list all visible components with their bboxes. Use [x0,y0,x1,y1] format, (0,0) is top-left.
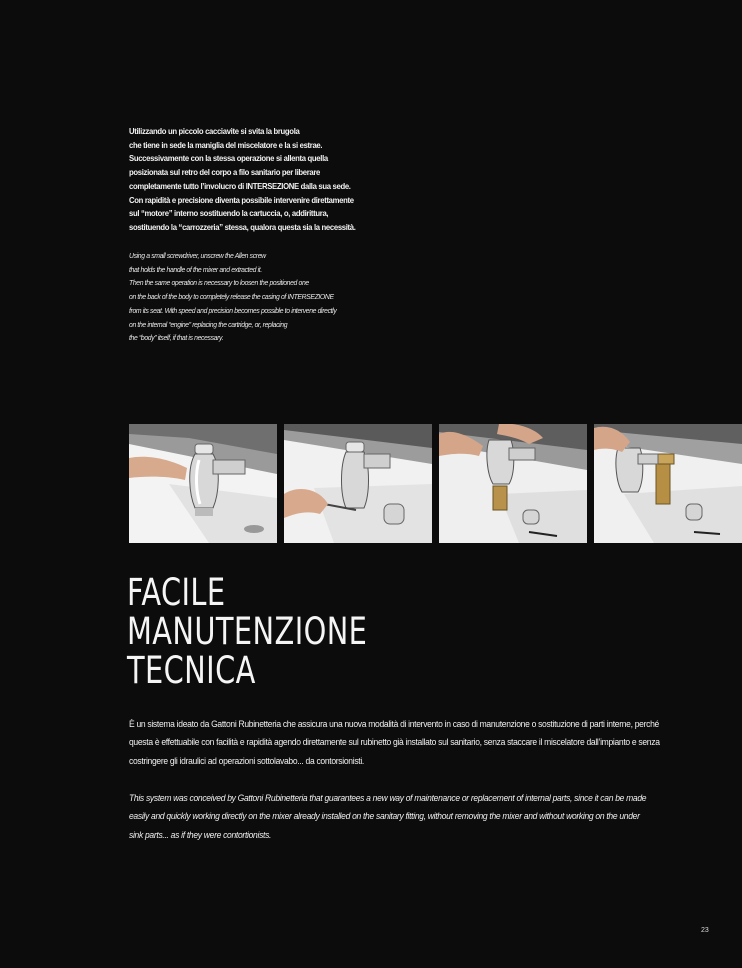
title-line: TECNICA [127,649,256,692]
maintenance-photo-strip [129,424,742,543]
body-en-line: easily and quickly working directly on the mixer already installed on the sanitary fitting, without removing the mixer and without working on the under [129,811,640,823]
body-it-line: questa è effettuabile con facilità e rapidità agendo direttamente sul rubinetto già installato sul sanitario, senza staccare il miscelatore dall’impianto e senza [129,737,660,749]
intro-en-line: Using a small screwdriver, unscrew the Allen screw [129,251,266,260]
intro-en-line: on the internal “engine” replacing the cartridge, or, replacing [129,319,288,329]
intro-en-line: Then the same operation is necessary to loosen the positioned one [129,278,309,288]
body-en-line: This system was conceived by Gattoni Rubinetteria that guarantees a new way of maintenance or replacement of internal parts, since it can be made [129,793,647,804]
page-number: 23 [701,927,709,934]
title-line: FACILE [127,571,226,614]
intro-it-line: posizionata sul retro del corpo a filo sanitario per liberare [129,167,321,178]
body-english [129,790,645,845]
photo-cartridge-exposed [594,424,742,543]
intro-it-line: Con rapidità e precisione diventa possibile intervenire direttamente [129,194,354,205]
intro-en-line: the “body” itself, if that is necessary. [129,333,224,343]
intro-it-line: sul “motore” interno sostituendo la cartuccia, o, addirittura, [129,208,329,219]
body-it-line: costringere gli idraulici ad operazioni sottolavabo... da contorsionisti. [129,755,364,767]
photo-unscrew-handle [129,424,277,543]
photo-loosen-body-screw [284,424,432,543]
intro-it-line: che tiene in sede la maniglia del miscelatore e la si estrae. [129,139,323,150]
intro-it-line: sostituendo la “carrozzeria” stessa, qualora questa sia la necessità. [129,221,356,232]
intro-english [129,249,399,345]
page-title [127,573,367,690]
title-line: MANUTENZIONE [127,610,368,653]
body-en-line: sink parts... as if they were contortionists. [129,829,272,841]
intro-it-line: completamente tutto l’involucro di INTERSEZIONE dalla sua sede. [129,180,351,191]
intro-it-line: Utilizzando un piccolo cacciavite si svita la brugola [129,126,300,136]
body-italian [129,716,660,771]
body-it-line: È un sistema ideato da Gattoni Rubinetteria che assicura una nuova modalità di intervento in caso di manutenzione o sostituzione di parti interne, perché [129,719,659,730]
intro-en-line: on the back of the body to completely release the casing of INTERSEZIONE [129,292,334,302]
intro-it-line: Successivamente con la stessa operazione si allenta quella [129,153,328,164]
intro-en-line: that holds the handle of the mixer and extracted it. [129,264,262,274]
intro-italian [129,125,405,235]
intro-en-line: from its seat. With speed and precision becomes possible to intervene directly [129,305,337,315]
photo-remove-casing [439,424,587,543]
